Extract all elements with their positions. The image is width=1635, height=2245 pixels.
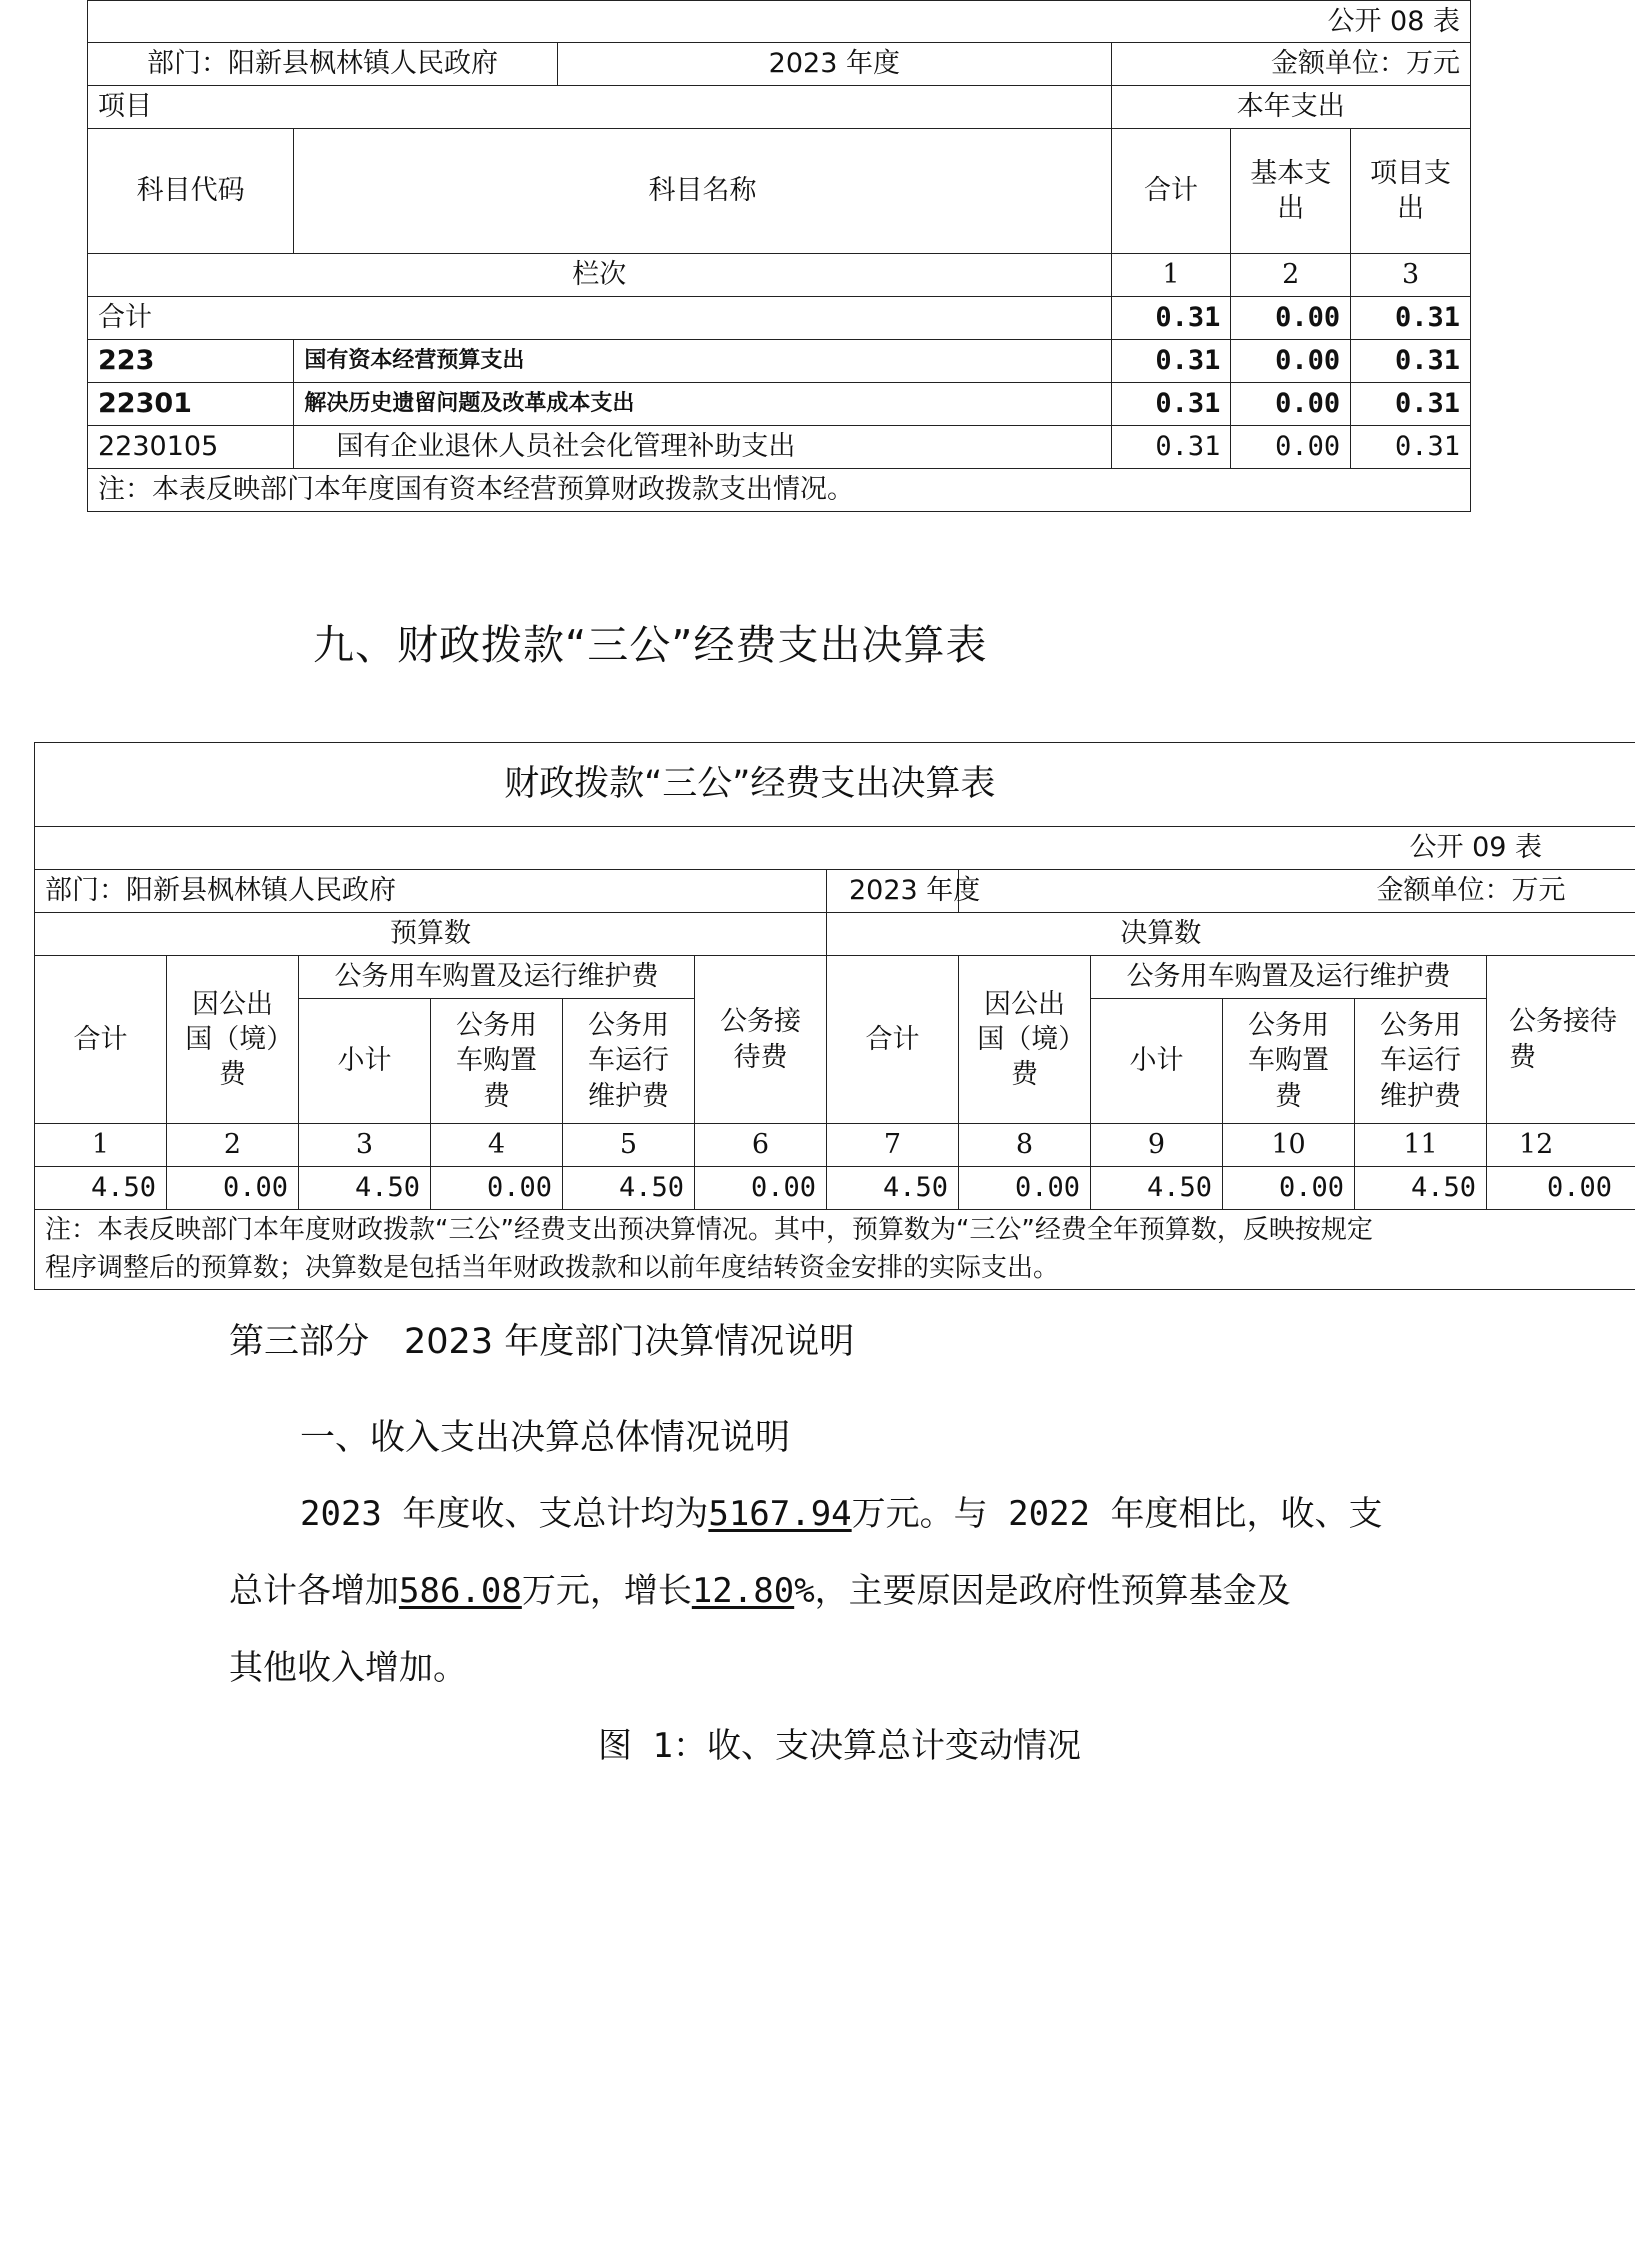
row-code: 223 xyxy=(88,340,294,383)
paragraph-text: 其他收入增加。 xyxy=(229,1648,467,1688)
row-total: 0.31 xyxy=(1111,297,1231,340)
row-basic: 0.00 xyxy=(1231,426,1351,469)
header-basic-expense: 基本支出 xyxy=(1231,129,1351,254)
header-project-expense: 项目支出 xyxy=(1351,129,1471,254)
row-name: 国有资本经营预算支出 xyxy=(294,340,1111,383)
row-basic: 0.00 xyxy=(1231,383,1351,426)
figure-caption: 图 1：收、支决算总计变动情况 xyxy=(598,1726,1081,1766)
index-cell: 1 xyxy=(35,1124,167,1167)
row-basic: 0.00 xyxy=(1231,297,1351,340)
table-row xyxy=(88,383,1471,426)
index-cell: 9 xyxy=(1091,1124,1223,1167)
value-cell: 0.00 xyxy=(431,1167,563,1210)
growth-percent: 12.80 xyxy=(691,1571,795,1611)
header-reception: 公务接待费 xyxy=(1487,956,1635,1124)
header-total: 合计 xyxy=(827,956,959,1124)
row-name: 国有企业退休人员社会化管理补助支出 xyxy=(294,426,1111,469)
paragraph-line xyxy=(229,1640,467,1689)
paragraph-line xyxy=(300,1486,1382,1535)
header-total: 合计 xyxy=(35,956,167,1124)
header-operation: 公务用车运行维护费 xyxy=(1355,999,1487,1124)
year-label: 2023 年度 xyxy=(558,43,1112,86)
unit-label: 金额单位：万元 xyxy=(1111,43,1470,86)
row-total: 0.31 xyxy=(1111,340,1231,383)
total-amount: 5167.94 xyxy=(708,1494,852,1534)
paragraph-text: 总计各增加 xyxy=(229,1571,399,1611)
index-cell: 3 xyxy=(299,1124,431,1167)
unit-label xyxy=(959,870,1635,913)
index-cell: 8 xyxy=(959,1124,1091,1167)
value-cell: 4.50 xyxy=(35,1167,167,1210)
table-row xyxy=(88,340,1471,383)
index-cell: 12 xyxy=(1487,1124,1635,1167)
paragraph-text: 2023 年度收、支总计均为 xyxy=(300,1494,709,1534)
index-cell: 2 xyxy=(167,1124,299,1167)
header-reception: 公务接待费 xyxy=(695,956,827,1124)
header-vehicle: 公务用车购置及运行维护费 xyxy=(1091,956,1487,999)
header-purchase: 公务用车购置费 xyxy=(1223,999,1355,1124)
value-cell: 0.00 xyxy=(1487,1167,1635,1210)
value-cell: 0.00 xyxy=(959,1167,1091,1210)
row-code: 2230105 xyxy=(88,426,294,469)
table-note-line: 程序调整后的预算数；决算数是包括当年财政拨款和以前年度结转资金安排的实际支出。 xyxy=(45,1252,1060,1283)
row-project: 0.31 xyxy=(1351,297,1471,340)
index-cell: 10 xyxy=(1223,1124,1355,1167)
value-cell: 4.50 xyxy=(563,1167,695,1210)
row-total: 0.31 xyxy=(1111,383,1231,426)
row-project: 0.31 xyxy=(1351,426,1471,469)
row-name: 解决历史遗留问题及改革成本支出 xyxy=(294,383,1111,426)
value-cell: 0.00 xyxy=(695,1167,827,1210)
table-09 xyxy=(34,742,1635,1290)
table-note xyxy=(35,1210,1635,1290)
increase-amount: 586.08 xyxy=(399,1571,522,1611)
row-total: 0.31 xyxy=(1111,426,1231,469)
header-subject-code: 科目代码 xyxy=(88,129,294,254)
header-actual: 决算数 xyxy=(827,913,1635,956)
header-operation: 公务用车运行维护费 xyxy=(563,999,695,1124)
value-cell: 0.00 xyxy=(1223,1167,1355,1210)
value-cell: 4.50 xyxy=(827,1167,959,1210)
index-cell: 1 xyxy=(1111,254,1231,297)
department-label: 部门：阳新县枫林镇人民政府 xyxy=(35,870,827,913)
row-index-label: 栏次 xyxy=(88,254,1112,297)
index-cell: 3 xyxy=(1351,254,1471,297)
department-label: 部门：阳新县枫林镇人民政府 xyxy=(88,43,558,86)
subsection-title: 一、收入支出决算总体情况说明 xyxy=(300,1418,791,1458)
row-code: 合计 xyxy=(88,297,1112,340)
unit-label-text: 金额单位：万元 xyxy=(1376,875,1566,907)
paragraph-text: %，主要原因是政府性预算基金及 xyxy=(794,1571,1291,1611)
index-cell: 7 xyxy=(827,1124,959,1167)
header-current-expense: 本年支出 xyxy=(1111,86,1470,129)
value-cell: 4.50 xyxy=(1355,1167,1487,1210)
year-label: 2023 年度 xyxy=(827,870,959,913)
table-row xyxy=(35,1167,1635,1210)
header-abroad: 因公出国（境）费 xyxy=(167,956,299,1124)
header-subtotal: 小计 xyxy=(299,999,431,1124)
value-cell: 4.50 xyxy=(1091,1167,1223,1210)
header-total: 合计 xyxy=(1111,129,1231,254)
index-cell: 5 xyxy=(563,1124,695,1167)
header-abroad: 因公出国（境）费 xyxy=(959,956,1091,1124)
header-purchase: 公务用车购置费 xyxy=(431,999,563,1124)
value-cell: 0.00 xyxy=(167,1167,299,1210)
index-cell: 11 xyxy=(1355,1124,1487,1167)
table-title: 财政拨款“三公”经费支出决算表 xyxy=(35,743,1635,827)
table-08 xyxy=(87,0,1471,512)
index-cell: 4 xyxy=(431,1124,563,1167)
table-code: 公开 08 表 xyxy=(88,1,1471,43)
table-note: 注：本表反映部门本年度国有资本经营预算财政拨款支出情况。 xyxy=(88,469,1471,512)
table-code-text: 公开 09 表 xyxy=(1409,832,1543,864)
header-vehicle: 公务用车购置及运行维护费 xyxy=(299,956,695,999)
paragraph-line xyxy=(229,1563,1291,1612)
table-note-line: 注：本表反映部门本年度财政拨款“三公”经费支出预决算情况。其中，预算数为“三公”经费全年预算数，反映按规定 xyxy=(45,1214,1373,1245)
row-basic: 0.00 xyxy=(1231,340,1351,383)
header-item: 项目 xyxy=(88,86,1112,129)
header-subject-name: 科目名称 xyxy=(294,129,1111,254)
table-code xyxy=(35,827,1635,870)
row-project: 0.31 xyxy=(1351,383,1471,426)
header-budget: 预算数 xyxy=(35,913,827,956)
index-cell: 2 xyxy=(1231,254,1351,297)
part-title: 第三部分 2023 年度部门决算情况说明 xyxy=(229,1322,855,1362)
table-row xyxy=(88,426,1471,469)
header-subtotal: 小计 xyxy=(1091,999,1223,1124)
value-cell: 4.50 xyxy=(299,1167,431,1210)
paragraph-text: 万元，增长 xyxy=(521,1571,692,1611)
index-cell: 6 xyxy=(695,1124,827,1167)
table-row xyxy=(88,297,1471,340)
row-code: 22301 xyxy=(88,383,294,426)
section-title: 九、财政拨款“三公”经费支出决算表 xyxy=(313,621,988,669)
row-project: 0.31 xyxy=(1351,340,1471,383)
paragraph-text: 万元。与 2022 年度相比，收、支 xyxy=(851,1494,1383,1534)
